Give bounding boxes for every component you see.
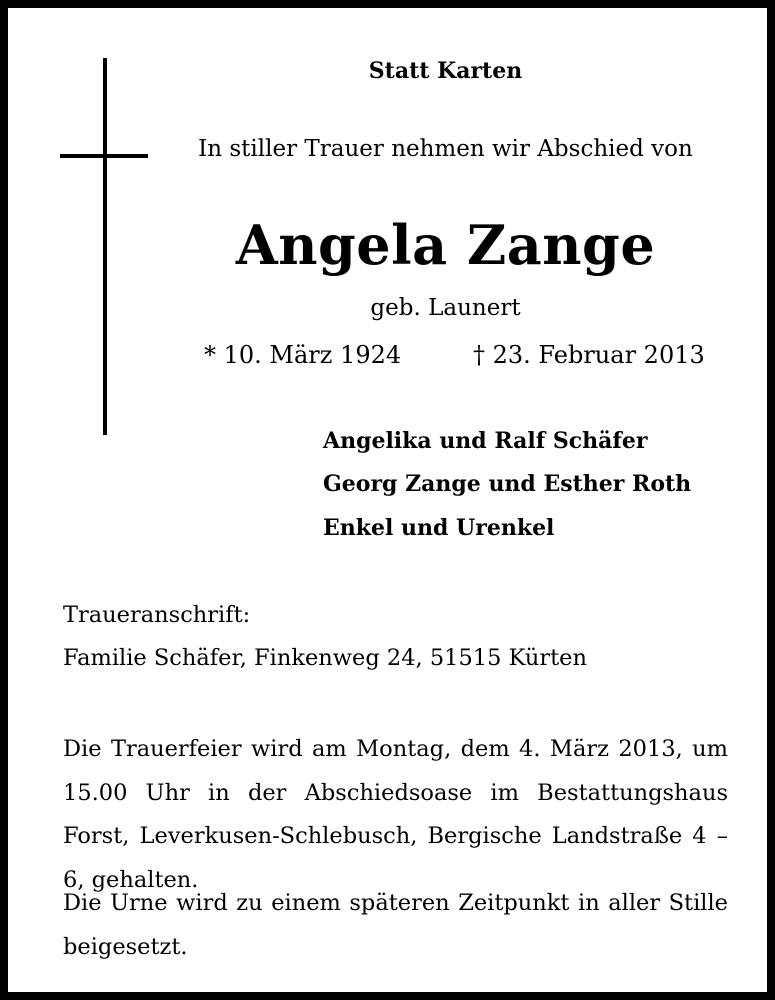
cross-icon [103, 58, 107, 435]
header-statt-karten: Statt Karten [368, 58, 523, 84]
death-date: † 23. Februar 2013 [473, 341, 705, 369]
urn-paragraph: Die Urne wird zu einem späteren Zeitpunkt in aller Stille beigesetzt. [63, 890, 728, 960]
mourner-line: Georg Zange und Esther Roth [323, 471, 692, 497]
ceremony-paragraph: Die Trauerfeier wird am Montag, dem 4. März 2013, um 15.00 Uhr in der Abschiedsoase im Bestattungshaus Forst, Leverkusen-Schlebusch, Bergische Landstraße 4 – 6, gehalten. [63, 736, 728, 893]
maiden-name: geb. Launert [370, 295, 521, 321]
mourner-line: Enkel und Urenkel [323, 515, 555, 541]
address-value: Familie Schäfer, Finkenweg 24, 51515 Kürten [63, 645, 587, 671]
address-label: Traueranschrift: [63, 602, 251, 628]
cross-icon-bar [60, 154, 148, 158]
birth-date: * 10. März 1924 [204, 341, 402, 369]
intro-text: In stiller Trauer nehmen wir Abschied von [198, 136, 693, 162]
deceased-name: Angela Zange [235, 213, 656, 277]
mourner-line: Angelika und Ralf Schäfer [323, 428, 648, 454]
